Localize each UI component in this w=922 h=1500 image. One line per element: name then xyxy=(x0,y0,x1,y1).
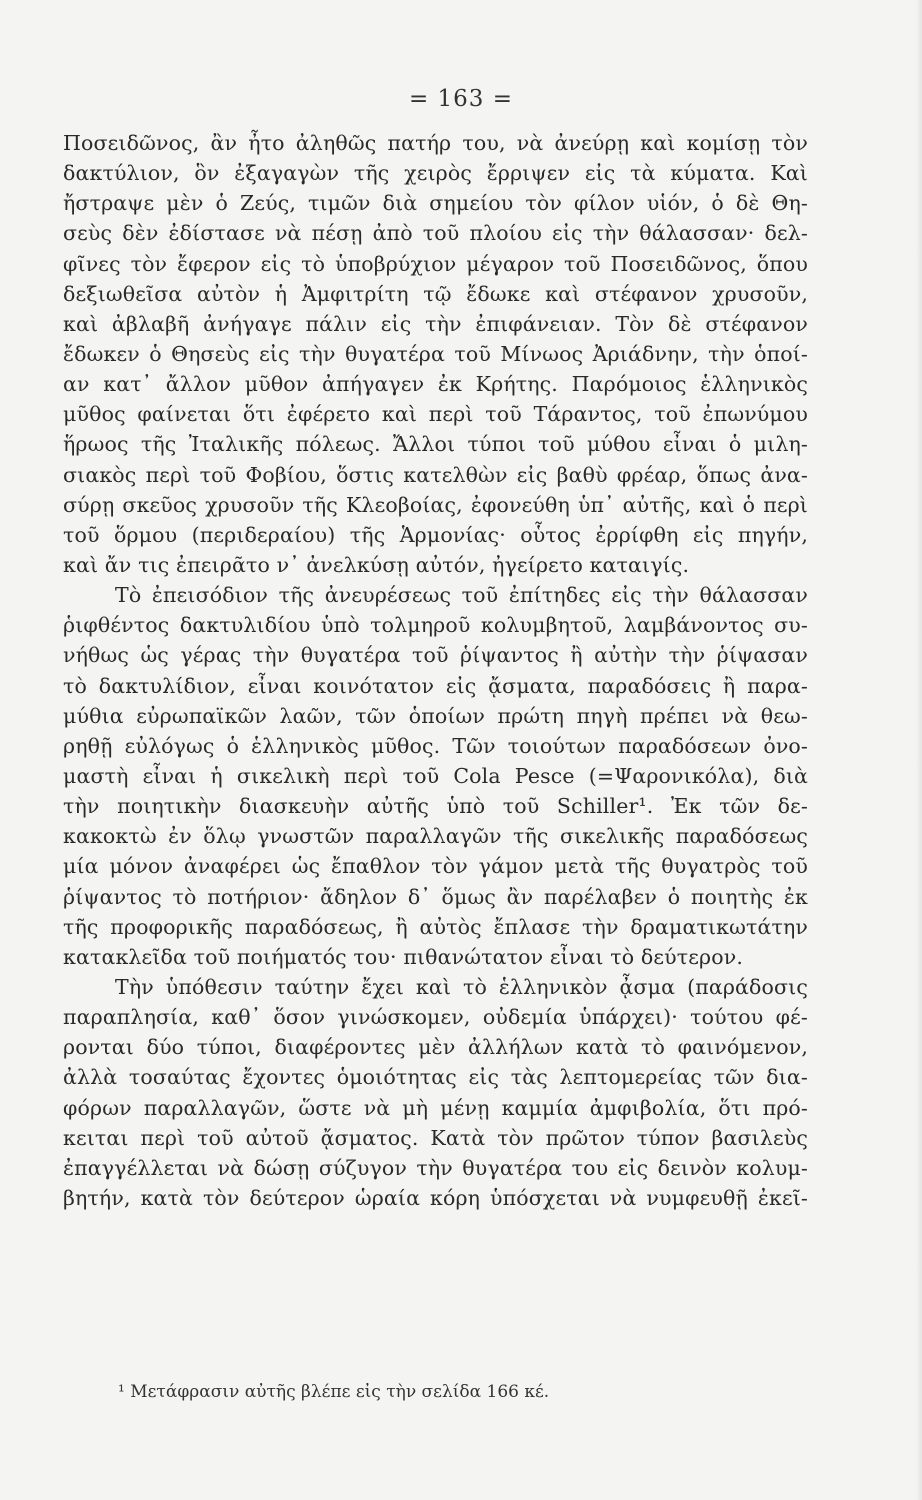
text-line: μύθια εὐρωπαϊκῶν λαῶν, τῶν ὁποίων πρώτη πηγὴ πρέπει νὰ θεω- xyxy=(63,703,808,728)
text-line: τῆς προφορικῆς παραδόσεως, ἢ αὐτὸς ἔπλασε τὴν δραματικωτάτην xyxy=(63,914,808,939)
text-line: νήθως ὡς γέρας τὴν θυγατέρα τοῦ ῥίψαντος ἢ αὐτὴν τὴν ῥίψασαν xyxy=(63,643,808,668)
text-line: δακτύλιον, ὃν ἐξαγαγὼν τῆς χειρὸς ἔρριψεν εἰς τὰ κύματα. Καὶ xyxy=(63,161,808,186)
page-number: = 163 = xyxy=(408,86,514,112)
text-line: παραπλησία, καθ᾽ ὅσον γινώσκομεν, οὐδεμία ὑπάρχει)· τούτου φέ- xyxy=(63,1005,808,1030)
text-line: σύρῃ σκεῦος χρυσοῦν τῆς Κλεοβοίας, ἐφονεύθη ὑπ᾽ αὐτῆς, καὶ ὁ περὶ xyxy=(63,492,808,517)
text-line: μῦθος φαίνεται ὅτι ἐφέρετο καὶ περὶ τοῦ Τάραντος, τοῦ ἐπωνύμου xyxy=(63,402,808,427)
text-line: βητήν, κατὰ τὸν δεύτερον ὡραία κόρη ὑπόσχεται νὰ νυμφευθῇ ἐκεῖ- xyxy=(63,1185,808,1210)
text-line: σεὺς δὲν ἐδίστασε νὰ πέσῃ ἀπὸ τοῦ πλοίου εἰς τὴν θάλασσαν· δελ- xyxy=(63,221,808,246)
footnote: ¹ Μετάφρασιν αὐτῆς βλέπε εἰς τὴν σελίδα 166 κέ. xyxy=(118,1382,550,1402)
text-line: ρονται δύο τύποι, διαφέροντες μὲν ἀλλήλων κατὰ τὸ φαινόμενον, xyxy=(63,1035,808,1060)
text-line: αν κατ᾽ ἄλλον μῦθον ἀπήγαγεν ἐκ Κρήτης. Παρόμοιος ἑλληνικὸς xyxy=(63,372,808,397)
text-line: ρηθῇ εὐλόγως ὁ ἑλληνικὸς μῦθος. Τῶν τοιούτων παραδόσεων ὀνο- xyxy=(63,733,808,758)
text-line: κειται περὶ τοῦ αὐτοῦ ᾄσματος. Κατὰ τὸν πρῶτον τύπον βασιλεὺς xyxy=(63,1125,808,1150)
text-line: Τὴν ὑπόθεσιν ταύτην ἔχει καὶ τὸ ἑλληνικὸν ᾆσμα (παράδοσις xyxy=(115,974,808,999)
text-line: ἔδωκεν ὁ Θησεὺς εἰς τὴν θυγατέρα τοῦ Μίνωος Ἀριάδνην, τὴν ὁποί- xyxy=(63,341,808,366)
text-line: ῥιφθέντος δακτυλιδίου ὑπὸ τολμηροῦ κολυμβητοῦ, λαμβάνοντος συ- xyxy=(63,613,808,638)
text-line: καὶ ἄν τις ἐπειρᾶτο ν᾽ ἀνελκύσῃ αὐτόν, ἠγείρετο καταιγίς. xyxy=(63,552,690,577)
text-line: κατακλεῖδα τοῦ ποιήματός του· πιθανώτατον εἶναι τὸ δεύτερον. xyxy=(63,944,744,969)
text-line: ἥρωος τῆς Ἰταλικῆς πόλεως. Ἄλλοι τύποι τοῦ μύθου εἶναι ὁ μιλη- xyxy=(63,432,808,457)
body-text xyxy=(63,128,808,1213)
text-line: τοῦ ὅρμου (περιδεραίου) τῆς Ἁρμονίας· οὗτος ἐρρίφθη εἰς πηγήν, xyxy=(63,522,808,547)
text-line: κακοκτὼ ἐν ὅλῳ γνωστῶν παραλλαγῶν τῆς σικελικῆς παραδόσεως xyxy=(63,824,808,849)
text-line: Ποσειδῶνος, ἂν ἦτο ἀληθῶς πατήρ του, νὰ ἀνεύρῃ καὶ κομίσῃ τὸν xyxy=(63,131,808,155)
text-line: μαστὴ εἶναι ἡ σικελικὴ περὶ τοῦ Cola Pesce (=Ψαρονικόλα), διὰ xyxy=(63,763,808,788)
text-line: ἀλλὰ τοσαύτας ἔχοντες ὁμοιότητας εἰς τὰς λεπτομερείας τῶν δια- xyxy=(63,1065,808,1090)
text-line: τὴν ποιητικὴν διασκευὴν αὐτῆς ὑπὸ τοῦ Schiller¹. Ἐκ τῶν δε- xyxy=(63,794,808,819)
text-line: φόρων παραλλαγῶν, ὥστε νὰ μὴ μένῃ καμμία ἀμφιβολία, ὅτι πρό- xyxy=(63,1095,808,1120)
text-line: ἐπαγγέλλεται νὰ δώσῃ σύζυγον τὴν θυγατέρα του εἰς δεινὸν κολυμ- xyxy=(63,1155,808,1180)
text-line: τὸ δακτυλίδιον, εἶναι κοινότατον εἰς ᾄσματα, παραδόσεις ἢ παρα- xyxy=(63,673,808,698)
text-line: καὶ ἀβλαβῆ ἀνήγαγε πάλιν εἰς τὴν ἐπιφάνειαν. Τὸν δὲ στέφανον xyxy=(63,311,808,336)
text-line: ῥίψαντος τὸ ποτήριον· ἄδηλον δ᾽ ὅμως ἂν παρέλαβεν ὁ ποιητὴς ἐκ xyxy=(63,884,808,909)
text-line: δεξιωθεῖσα αὐτὸν ἡ Ἀμφιτρίτη τῷ ἔδωκε καὶ στέφανον χρυσοῦν, xyxy=(63,281,808,306)
text-line: φῖνες τὸν ἔφερον εἰς τὸ ὑποβρύχιον μέγαρον τοῦ Ποσειδῶνος, ὅπου xyxy=(63,251,808,276)
text-line: ἤστραψε μὲν ὁ Ζεύς, τιμῶν διὰ σημείου τὸν φίλον υἱόν, ὁ δὲ Θη- xyxy=(63,191,808,216)
text-line: σιακὸς περὶ τοῦ Φοβίου, ὅστις κατελθὼν εἰς βαθὺ φρέαρ, ὅπως ἀνα- xyxy=(63,462,808,487)
text-line: μία μόνον ἀναφέρει ὡς ἔπαθλον τὸν γάμον μετὰ τῆς θυγατρὸς τοῦ xyxy=(63,854,808,879)
page-edge-shadow xyxy=(916,0,922,1500)
text-line: Τὸ ἐπεισόδιον τῆς ἀνευρέσεως τοῦ ἐπίτηδες εἰς τὴν θάλασσαν xyxy=(115,583,808,608)
